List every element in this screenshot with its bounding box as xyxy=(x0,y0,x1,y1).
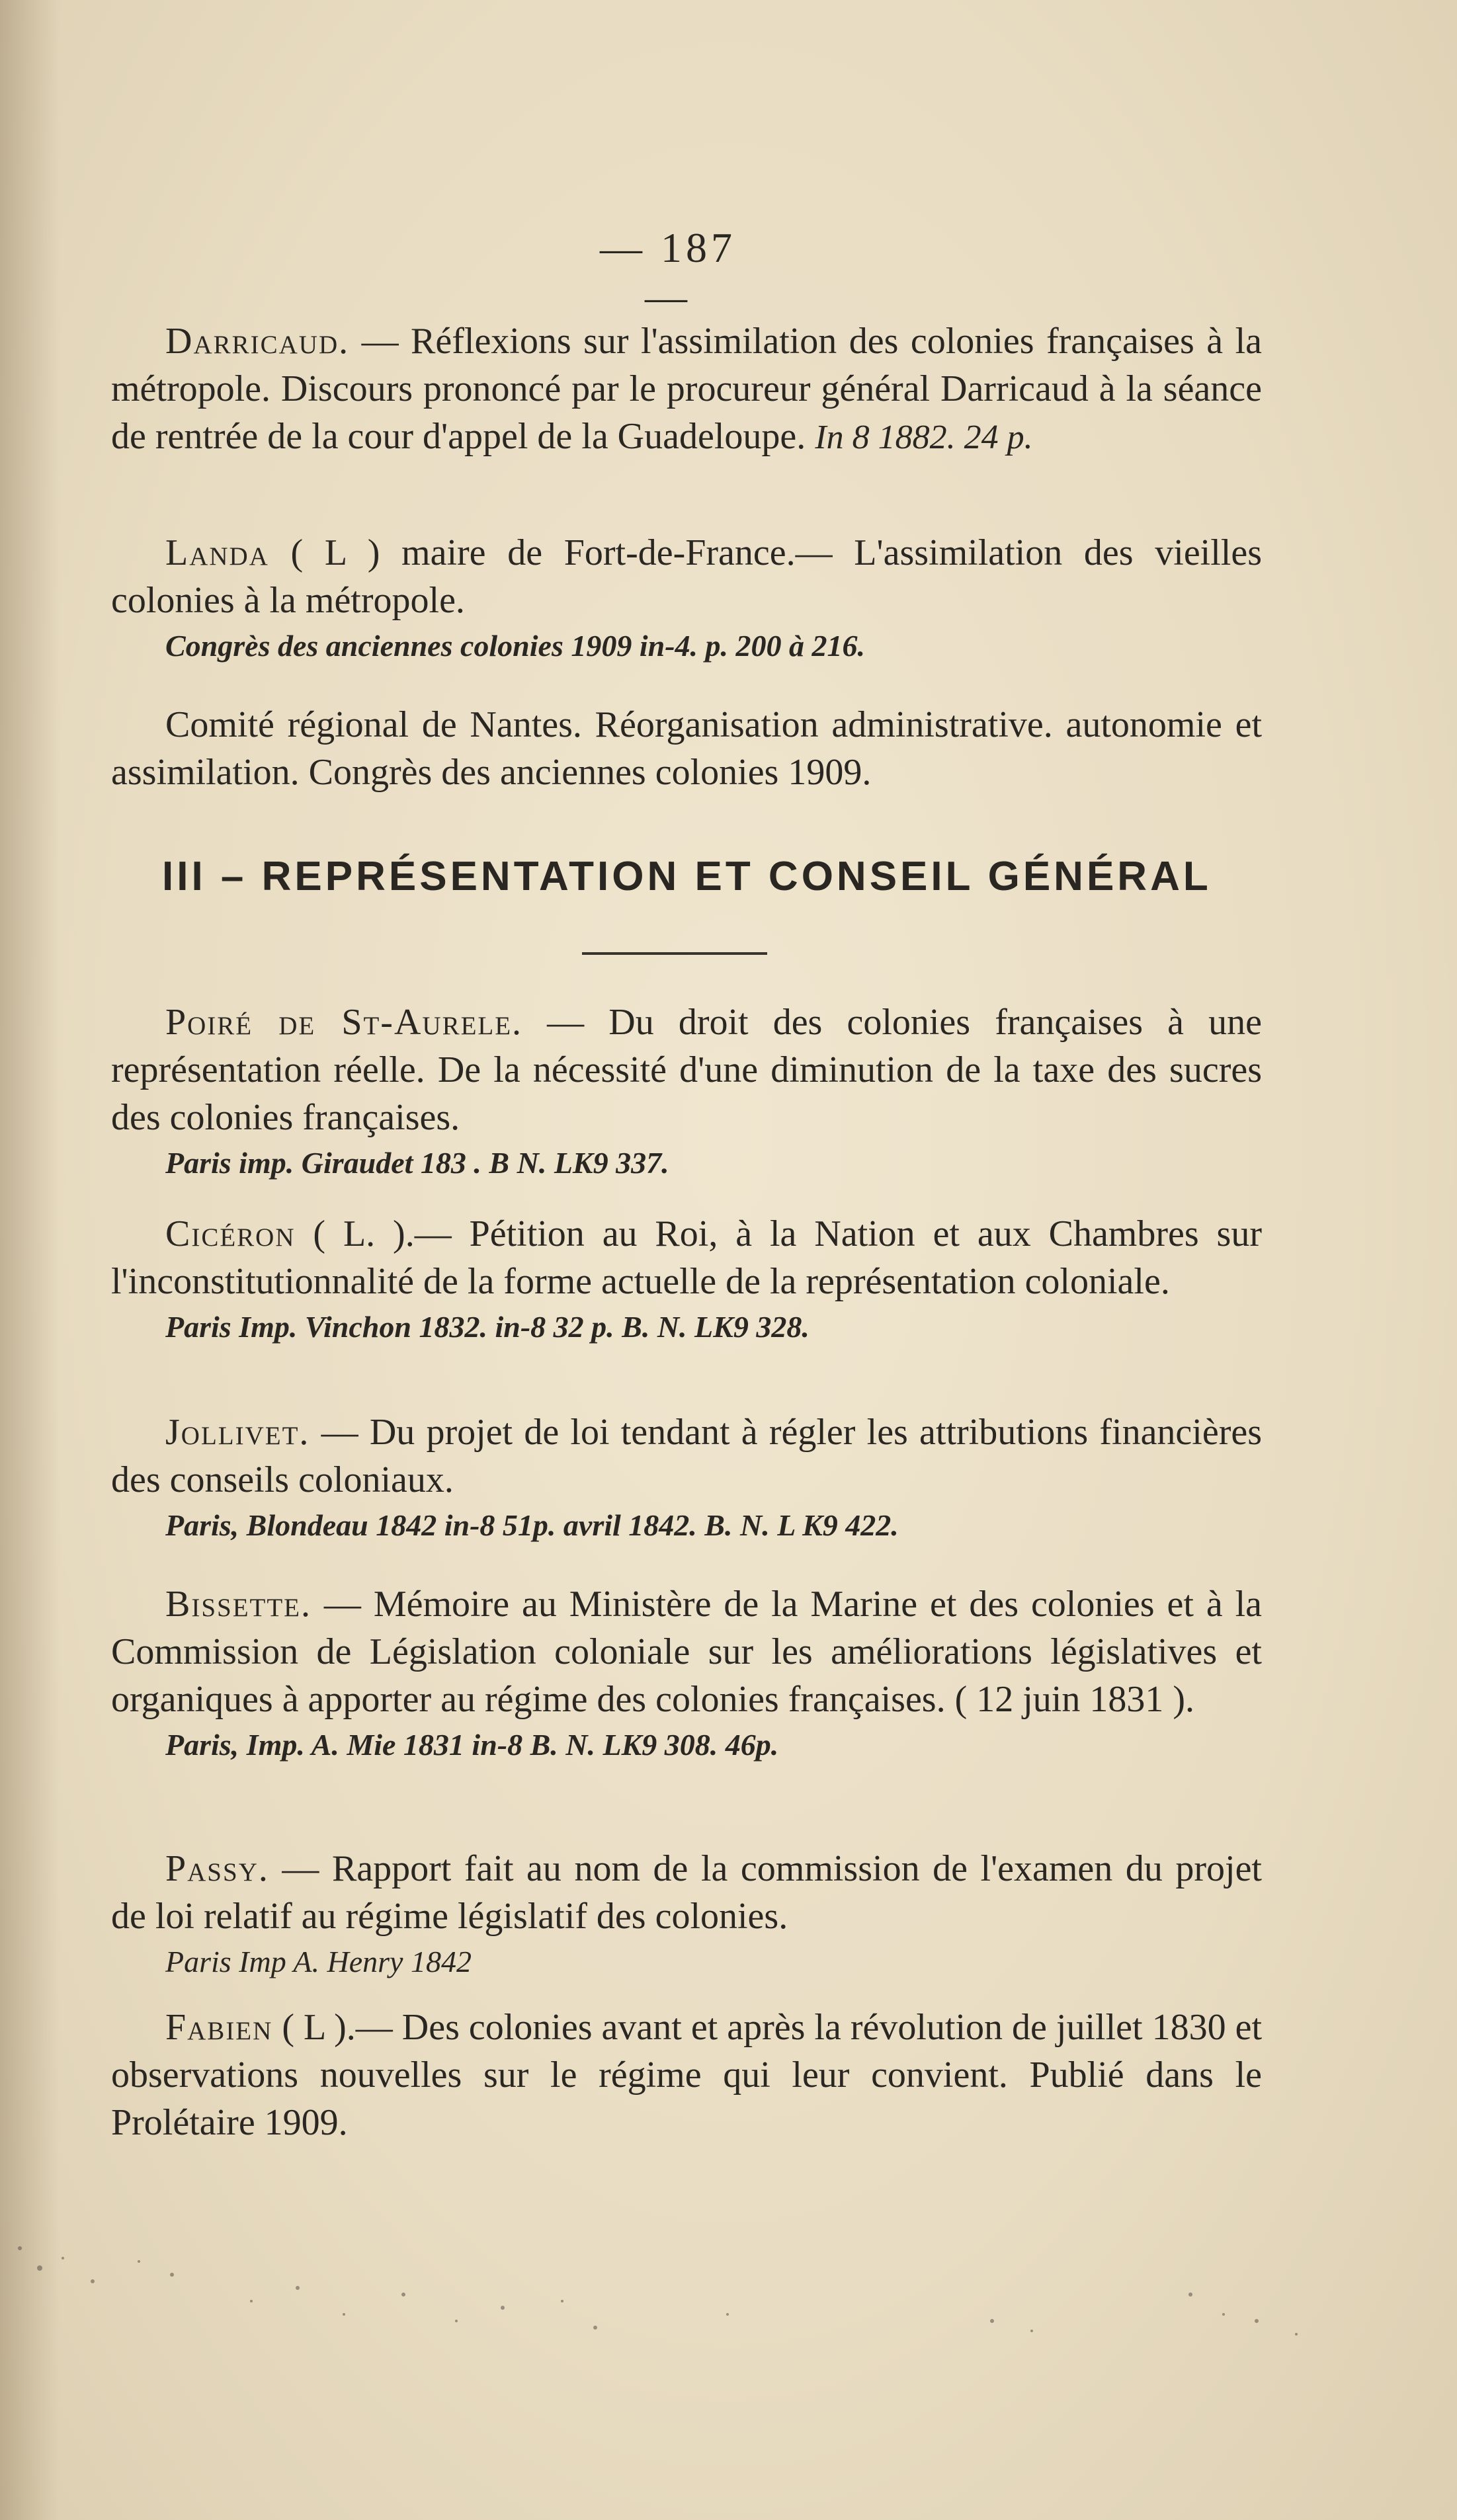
entry-reference: Paris, Imp. A. Mie 1831 in-8 B. N. LK9 308. 46p. xyxy=(165,1728,779,1762)
section-divider xyxy=(582,952,767,955)
entry-author: Landa xyxy=(165,532,269,573)
bibliography-entry xyxy=(111,701,1262,796)
entry-reference: Paris imp. Giraudet 183 . B N. LK9 337. xyxy=(165,1146,669,1180)
entry-author: Jollivet. xyxy=(165,1412,310,1453)
entry-author: Poiré de St-Aurele. xyxy=(165,1002,523,1043)
bibliography-entry xyxy=(111,317,1262,460)
entry-reference: In 8 1882. 24 p. xyxy=(815,419,1033,456)
entry-text: — Réflexions sur l'assimilation des colonies françaises à la métropole. Discours prononcé par le procureur général Darricaud à la séance de rentrée de la cour d'appel de la Guadeloupe. xyxy=(111,321,1262,457)
entry-text: — Rapport fait au nom de la commission de l'examen du projet de loi relatif au régime législatif des colonies. xyxy=(111,1848,1262,1937)
entry-reference: Paris, Blondeau 1842 in-8 51p. avril 1842. B. N. L K9 422. xyxy=(165,1508,899,1542)
entry-reference: Congrès des anciennes colonies 1909 in-4. p. 200 à 216. xyxy=(165,629,866,663)
binding-shadow xyxy=(0,0,60,2520)
bibliography-entry xyxy=(111,2004,1262,2146)
entry-text: — Du projet de loi tendant à régler les attributions financières des conseils coloniaux. xyxy=(111,1412,1262,1500)
bibliography-entry xyxy=(111,529,1262,667)
entry-text: Comité régional de Nantes. Réorganisation administrative. autonomie et assimilation. Congrès des anciennes colonies 1909. xyxy=(111,704,1262,793)
entry-author: Cicéron xyxy=(165,1213,296,1254)
page-number: — 187 — xyxy=(600,224,736,320)
scan-specks xyxy=(0,2222,1457,2354)
bibliography-entry xyxy=(111,998,1262,1184)
entry-author: Darricaud. xyxy=(165,321,350,362)
entry-text: ( L ) maire de Fort-de-France.— L'assimilation des vieilles colonies à la métropole. xyxy=(111,532,1262,621)
bibliography-entry xyxy=(111,1408,1262,1546)
entry-author: Bissette. xyxy=(165,1584,312,1625)
entry-reference: Paris Imp A. Henry 1842 xyxy=(165,1945,472,1978)
bibliography-entry xyxy=(111,1845,1262,1982)
section-heading: III – REPRÉSENTATION ET CONSEIL GÉNÉRAL xyxy=(162,854,1212,899)
entry-text: ( L. ).— Pétition au Roi, à la Nation et aux Chambres sur l'inconstitutionnalité de la forme actuelle de la représentation coloniale. xyxy=(111,1213,1262,1302)
entry-text: — Du droit des colonies françaises à une représentation réelle. De la nécessité d'une diminution de la taxe des sucres des colonies françaises. xyxy=(111,1002,1262,1138)
bibliography-entry xyxy=(111,1580,1262,1766)
entry-author: Fabien xyxy=(165,2007,273,2048)
entry-reference: Paris Imp. Vinchon 1832. in-8 32 p. B. N. LK9 328. xyxy=(165,1310,810,1344)
entry-author: Passy. xyxy=(165,1848,269,1889)
entry-text: — Mémoire au Ministère de la Marine et des colonies et à la Commission de Législation coloniale sur les améliorations législatives et organiques à apporter au régime des colonies françaises. ( 12 juin 1831 ). xyxy=(111,1584,1262,1720)
entry-text: ( L ).— Des colonies avant et après la révolution de juillet 1830 et observations nouvelles sur le régime qui leur convient. Publié dans le Prolétaire 1909. xyxy=(111,2007,1262,2143)
bibliography-entry xyxy=(111,1210,1262,1348)
